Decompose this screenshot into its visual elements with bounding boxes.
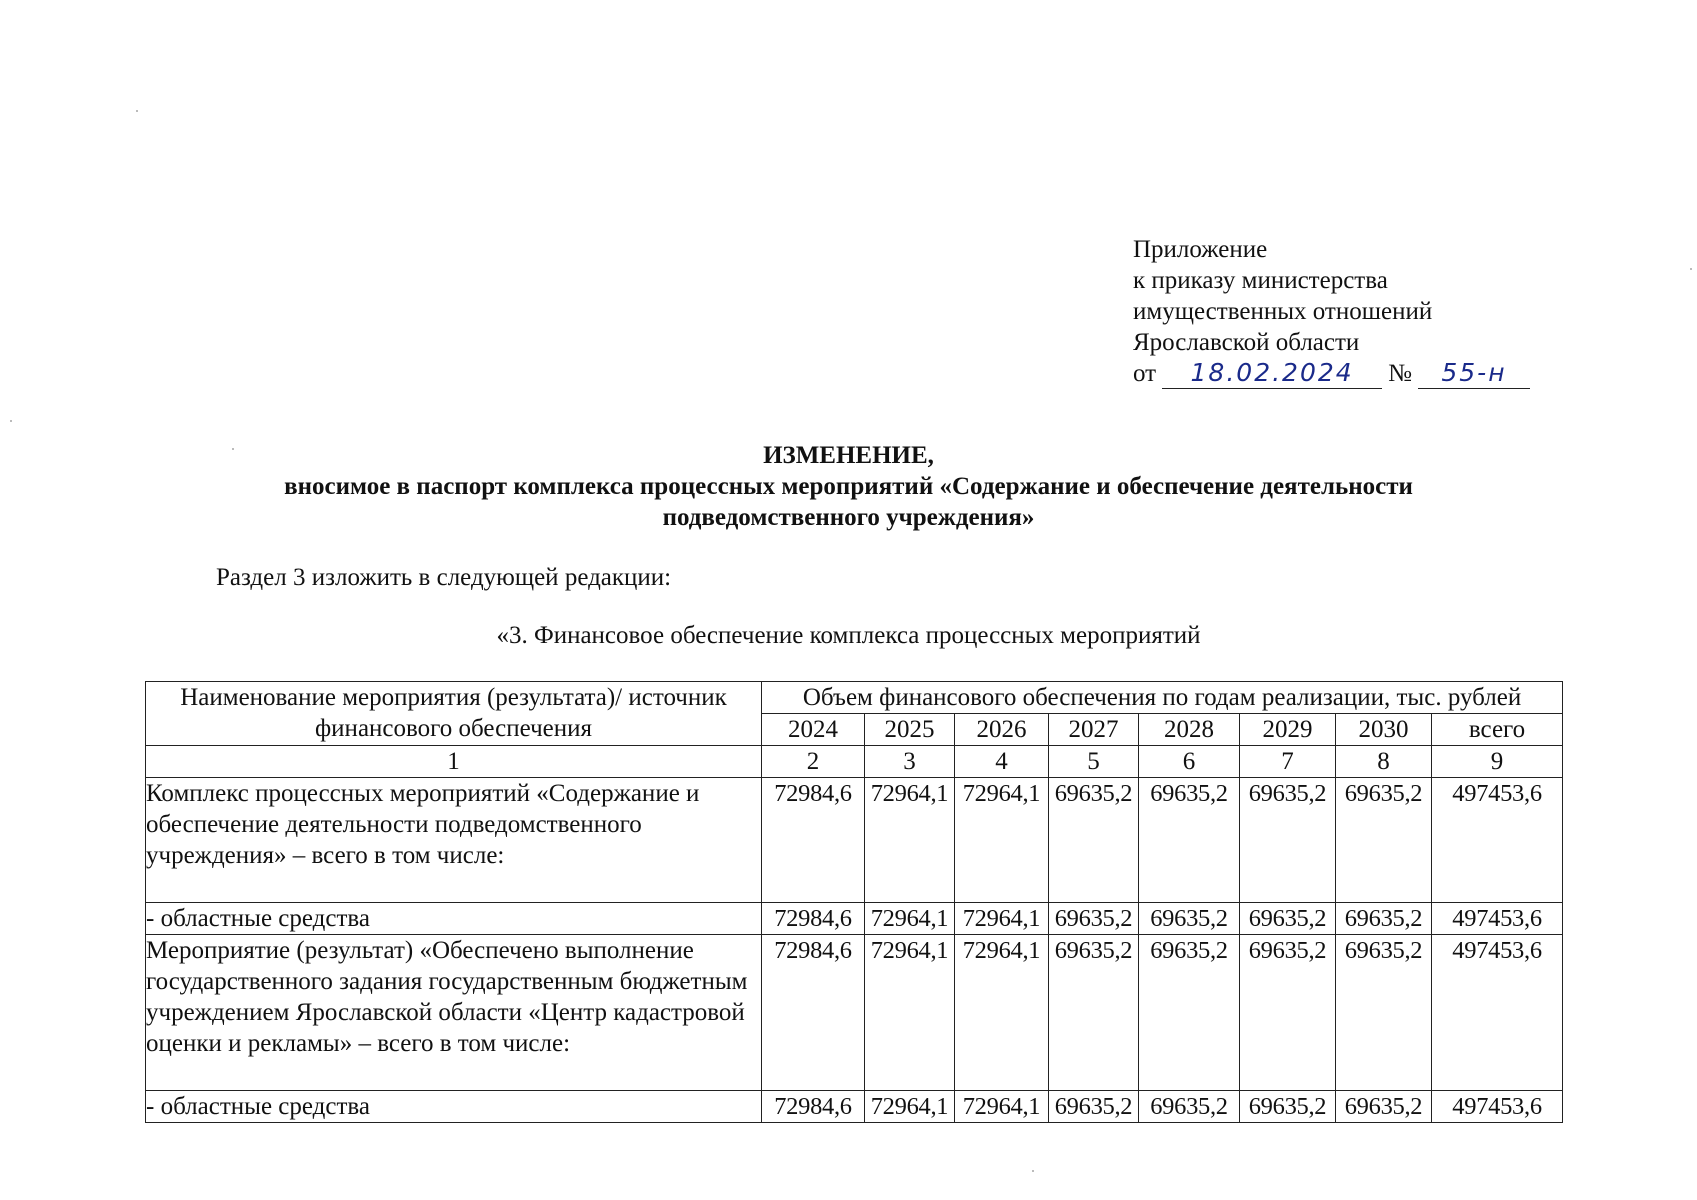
row-total: 497453,6 bbox=[1432, 1091, 1563, 1123]
row-name: - областные средства bbox=[146, 1091, 762, 1123]
title-subtitle-line-1: вносимое в паспорт комплекса процессных мероприятий «Содержание и обеспечение деятельности bbox=[284, 473, 1413, 500]
document-title bbox=[0, 440, 1697, 533]
year-header-2025: 2025 bbox=[865, 714, 955, 746]
row-value: 69635,2 bbox=[1049, 935, 1139, 1091]
scan-speck bbox=[10, 420, 12, 422]
year-header-2024: 2024 bbox=[762, 714, 865, 746]
row-value: 69635,2 bbox=[1049, 778, 1139, 903]
row-total: 497453,6 bbox=[1432, 778, 1563, 903]
instruction-text: Раздел 3 изложить в следующей редакции: bbox=[216, 564, 672, 591]
row-value: 69635,2 bbox=[1049, 1091, 1139, 1123]
row-value: 72964,1 bbox=[955, 903, 1049, 935]
table-row bbox=[146, 903, 1563, 935]
row-value: 69635,2 bbox=[1049, 903, 1139, 935]
table-header-row-1 bbox=[146, 682, 1563, 714]
year-header-2029: 2029 bbox=[1240, 714, 1336, 746]
column-number: 5 bbox=[1049, 746, 1139, 778]
row-value: 69635,2 bbox=[1240, 935, 1336, 1091]
row-value: 69635,2 bbox=[1336, 1091, 1432, 1123]
row-total: 497453,6 bbox=[1432, 903, 1563, 935]
row-value: 72984,6 bbox=[762, 903, 865, 935]
row-value: 69635,2 bbox=[1336, 935, 1432, 1091]
column-number: 1 bbox=[146, 746, 762, 778]
row-name: - областные средства bbox=[146, 903, 762, 935]
date-prefix: от bbox=[1133, 360, 1157, 387]
number-sign: № bbox=[1388, 360, 1412, 387]
row-value: 69635,2 bbox=[1240, 1091, 1336, 1123]
row-value: 72984,6 bbox=[762, 778, 865, 903]
year-header-2026: 2026 bbox=[955, 714, 1049, 746]
scan-speck bbox=[1690, 268, 1692, 270]
row-value: 72984,6 bbox=[762, 1091, 865, 1123]
year-header-2030: 2030 bbox=[1336, 714, 1432, 746]
row-value: 72964,1 bbox=[865, 1091, 955, 1123]
column-number: 8 bbox=[1336, 746, 1432, 778]
row-value: 69635,2 bbox=[1139, 935, 1240, 1091]
year-header-total: всего bbox=[1432, 714, 1563, 746]
financing-table bbox=[145, 681, 1563, 1123]
table-row bbox=[146, 1091, 1563, 1123]
col1-header: Наименование мероприятия (результата)/ источник финансового обеспечения bbox=[146, 682, 762, 746]
row-value: 69635,2 bbox=[1336, 903, 1432, 935]
row-total: 497453,6 bbox=[1432, 935, 1563, 1091]
table-row bbox=[146, 935, 1563, 1091]
title-heading: ИЗМЕНЕНИЕ, bbox=[763, 442, 934, 469]
row-value: 69635,2 bbox=[1139, 1091, 1240, 1123]
column-number: 7 bbox=[1240, 746, 1336, 778]
scan-speck bbox=[1032, 1170, 1034, 1172]
column-number: 4 bbox=[955, 746, 1049, 778]
appendix-line-3: имущественных отношений bbox=[1133, 298, 1433, 325]
scan-speck bbox=[136, 110, 138, 112]
appendix-block bbox=[1133, 234, 1536, 389]
row-value: 72964,1 bbox=[955, 1091, 1049, 1123]
column-number-row bbox=[146, 746, 1563, 778]
column-number: 6 bbox=[1139, 746, 1240, 778]
number-blank bbox=[1418, 358, 1530, 389]
title-subtitle-line-2: подведомственного учреждения» bbox=[662, 504, 1035, 531]
column-number: 2 bbox=[762, 746, 865, 778]
year-header-2028: 2028 bbox=[1139, 714, 1240, 746]
appendix-line-1: Приложение bbox=[1133, 236, 1268, 263]
section-title: «3. Финансовое обеспечение комплекса процессных мероприятий bbox=[496, 622, 1201, 649]
year-header-2027: 2027 bbox=[1049, 714, 1139, 746]
column-number: 3 bbox=[865, 746, 955, 778]
row-value: 69635,2 bbox=[1336, 778, 1432, 903]
date-blank bbox=[1162, 358, 1382, 389]
row-name: Мероприятие (результат) «Обеспечено выполнение государственного задания государственным бюджетным учреждением Ярославской области «Центр кадастровой оценки и рекламы» – всего в том числе: bbox=[146, 935, 762, 1091]
row-value: 69635,2 bbox=[1240, 778, 1336, 903]
handwritten-number: 55-н bbox=[1441, 358, 1507, 387]
row-value: 69635,2 bbox=[1240, 903, 1336, 935]
row-value: 69635,2 bbox=[1139, 903, 1240, 935]
row-value: 72984,6 bbox=[762, 935, 865, 1091]
row-value: 72964,1 bbox=[865, 778, 955, 903]
appendix-date-number-row bbox=[1133, 358, 1536, 389]
row-name: Комплекс процессных мероприятий «Содержание и обеспечение деятельности подведомственного учреждения» – всего в том числе: bbox=[146, 778, 762, 903]
row-value: 72964,1 bbox=[955, 778, 1049, 903]
row-value: 72964,1 bbox=[865, 903, 955, 935]
group-header: Объем финансового обеспечения по годам реализации, тыс. рублей bbox=[762, 682, 1563, 714]
column-number: 9 bbox=[1432, 746, 1563, 778]
appendix-line-4: Ярославской области bbox=[1133, 329, 1360, 356]
row-value: 72964,1 bbox=[955, 935, 1049, 1091]
scan-speck bbox=[232, 448, 234, 450]
handwritten-date: 18.02.2024 bbox=[1190, 358, 1354, 387]
appendix-line-2: к приказу министерства bbox=[1133, 267, 1388, 294]
table-row bbox=[146, 778, 1563, 903]
row-value: 72964,1 bbox=[865, 935, 955, 1091]
row-value: 69635,2 bbox=[1139, 778, 1240, 903]
